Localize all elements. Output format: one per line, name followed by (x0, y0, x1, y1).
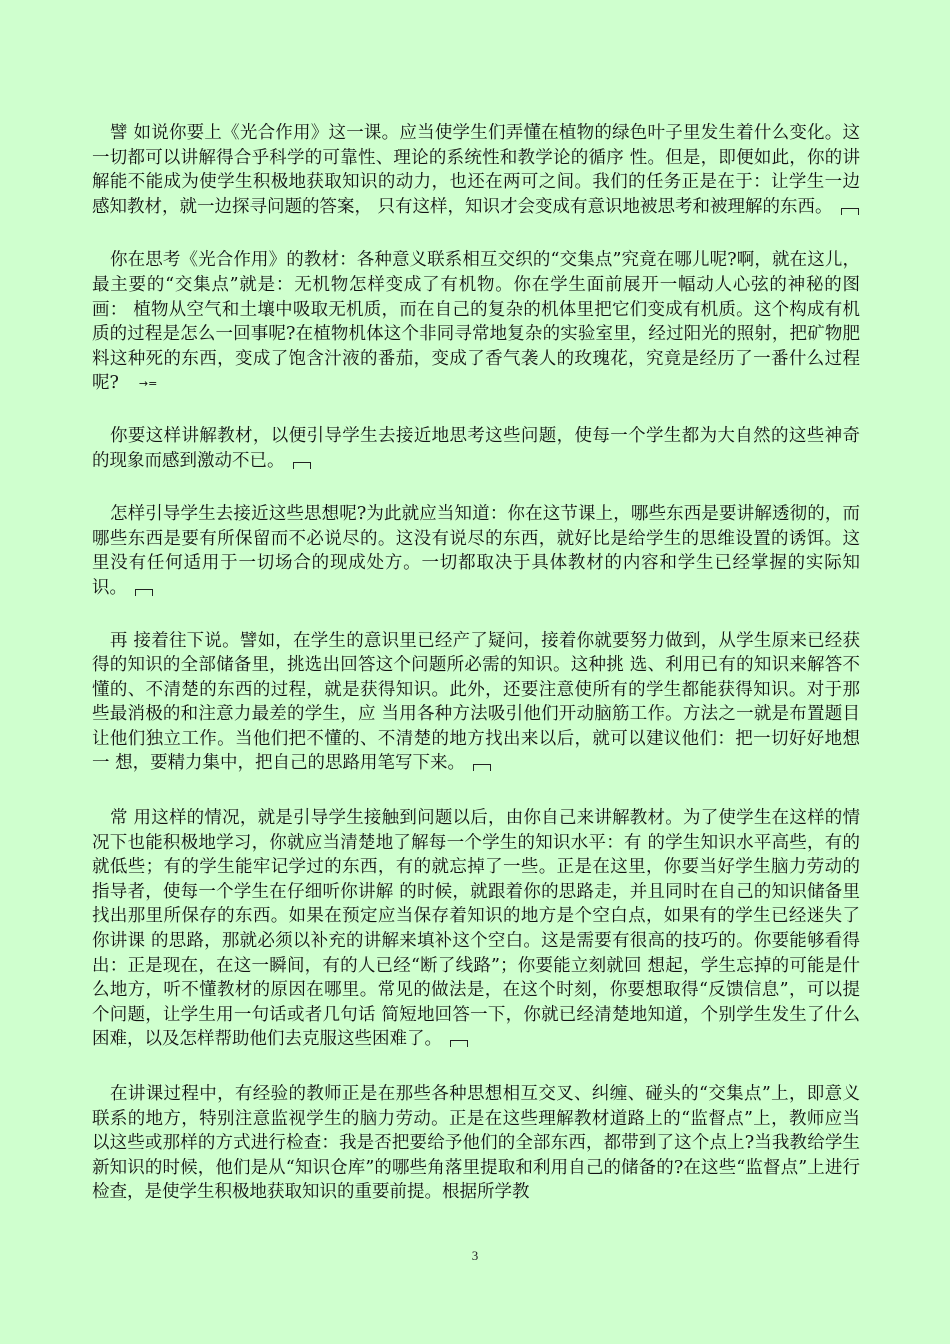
paragraph-2-text: 你在思考《光合作用》的教材：各种意义联系相互交织的“交集点”究竟在哪儿呢?啊，就在这儿，最主要的“交集点”就是：无机物怎样变成了有机物。你在学生面前展开一幅动人心弦的神秘的图画： 植物从空气和土壤中吸取无机质，而在自己的复杂的机体里把它们变成有机质。这个构成有机质的过程是怎么一回事呢?在植物机体这个非同寻常地复杂的实验室里，经过阳光的照射，把矿物肥料这种死的东西，变成了饱含汁液的番茄，变成了香气袭人的玫瑰花，究竟是经历了一番什么过程呢? (92, 250, 860, 394)
paragraph-3-text: 你要这样讲解教材，以便引导学生去接近地思考这些问题，使每一个学生都为大自然的这些神奇的现象而感到激动不已。 (92, 425, 860, 471)
paragraph-4-text: 怎样引导学生去接近这些思想呢?为此就应当知道：你在这节课上，哪些东西是要讲解透彻的，而哪些东西是要有所保留而不必说尽的。这没有说尽的东西，就好比是给学生的思维设置的诱饵。这里没有任何适用于一切场合的现成处方。一切都取决于具体教材的内容和学生已经掌握的实际知识。 (92, 504, 860, 598)
paragraph-7 (92, 1082, 860, 1205)
paragraph-6-text: 常 用这样的情况，就是引导学生接触到问题以后，由你自己来讲解教材。为了使学生在这样的情况下也能积极地学习，你就应当清楚地了解每一个学生的知识水平：有 的学生知识水平高些，有的就低些；有的学生能牢记学过的东西，有的就忘掉了一些。正是在这里，你要当好学生脑力劳动的指导者，使每一个学生在仔细听你讲解 的时候，就跟着你的思路走，并且同时在自己的知识储备里找出那里所保存的东西。如果在预定应当保存着知识的地方是个空白点，如果有的学生已经迷失了你讲课 的思路，那就必须以补充的讲解来填补这个空白。这是需要有很高的技巧的。你要能够看得出：正是现在，在这一瞬间，有的人已经“断了线路”；你要能立刻就回 想起，学生忘掉的可能是什么地方，听不懂教材的原因在哪里。常见的做法是，在这个时刻，你要想取得“反馈信息”，可以提个问题，让学生用一句话或者几句话 简短地回答一下，你就已经清楚地知道，个别学生发生了什么困难，以及怎样帮助他们去克服这些困难了。 (92, 808, 860, 1050)
paragraph-mark-icon (450, 1040, 468, 1047)
document-body (92, 121, 860, 1234)
paragraph-3 (92, 424, 860, 473)
paragraph-5-text: 再 接着往下说。譬如，在学生的意识里已经产了疑问，接着你就要努力做到，从学生原来已经获得的知识的全部储备里，挑选出回答这个问题所必需的知识。这种挑 选、利用已有的知识来解答不懂的、不清楚的东西的过程，就是获得知识。此外，还要注意使所有的学生都能获得知识。对于那些最消极的和注意力最差的学生，应 当用各种方法吸引他们开动脑筋工作。方法之一就是布置题目让他们独立工作。当他们把不懂的、不清楚的地方找出来以后，就可以建议他们：把一切好好地想一 想，要精力集中，把自己的思路用笔写下来。 (92, 630, 860, 774)
paragraph-mark-icon (135, 589, 153, 596)
paragraph-1 (92, 121, 860, 219)
paragraph-7-text: 在讲课过程中，有经验的教师正是在那些各种思想相互交叉、纠缠、碰头的“交集点”上，即意义联系的地方，特别注意监视学生的脑力劳动。正是在这些理解教材道路上的“监督点”上，教师应当以这些或那样的方式进行检查：我是否把要给予他们的全部东西，都带到了这个点上?当我教给学生新知识的时候，他们是从“知识仓库”的哪些角落里提取和利用自己的储备的?在这些“监督点”上进行检查，是使学生积极地获取知识的重要前提。根据所学教 (92, 1084, 860, 1203)
paragraph-mark-icon (841, 208, 859, 215)
paragraph-mark-icon (473, 764, 491, 771)
paragraph-mark-icon (293, 462, 311, 469)
paragraph-2 (92, 248, 860, 397)
paragraph-4 (92, 502, 860, 600)
paragraph-6 (92, 806, 860, 1052)
paragraph-1-text: 譬 如说你要上《光合作用》这一课。应当使学生们弄懂在植物的绿色叶子里发生着什么变化。这一切都可以讲解得合乎科学的可靠性、理论的系统性和教学论的循序 性。但是，即便如此，你的讲解能不能成为使学生积极地获取知识的动力，也还在两可之间。我们的任务正是在于：让学生一边感知教材，就一边探寻问题的答案， 只有这样，知识才会变成有意识地被思考和被理解的东西。 (92, 123, 860, 217)
paragraph-5 (92, 629, 860, 777)
page-number: 3 (471, 1248, 479, 1263)
paragraph-end-mark: →= (138, 377, 158, 391)
